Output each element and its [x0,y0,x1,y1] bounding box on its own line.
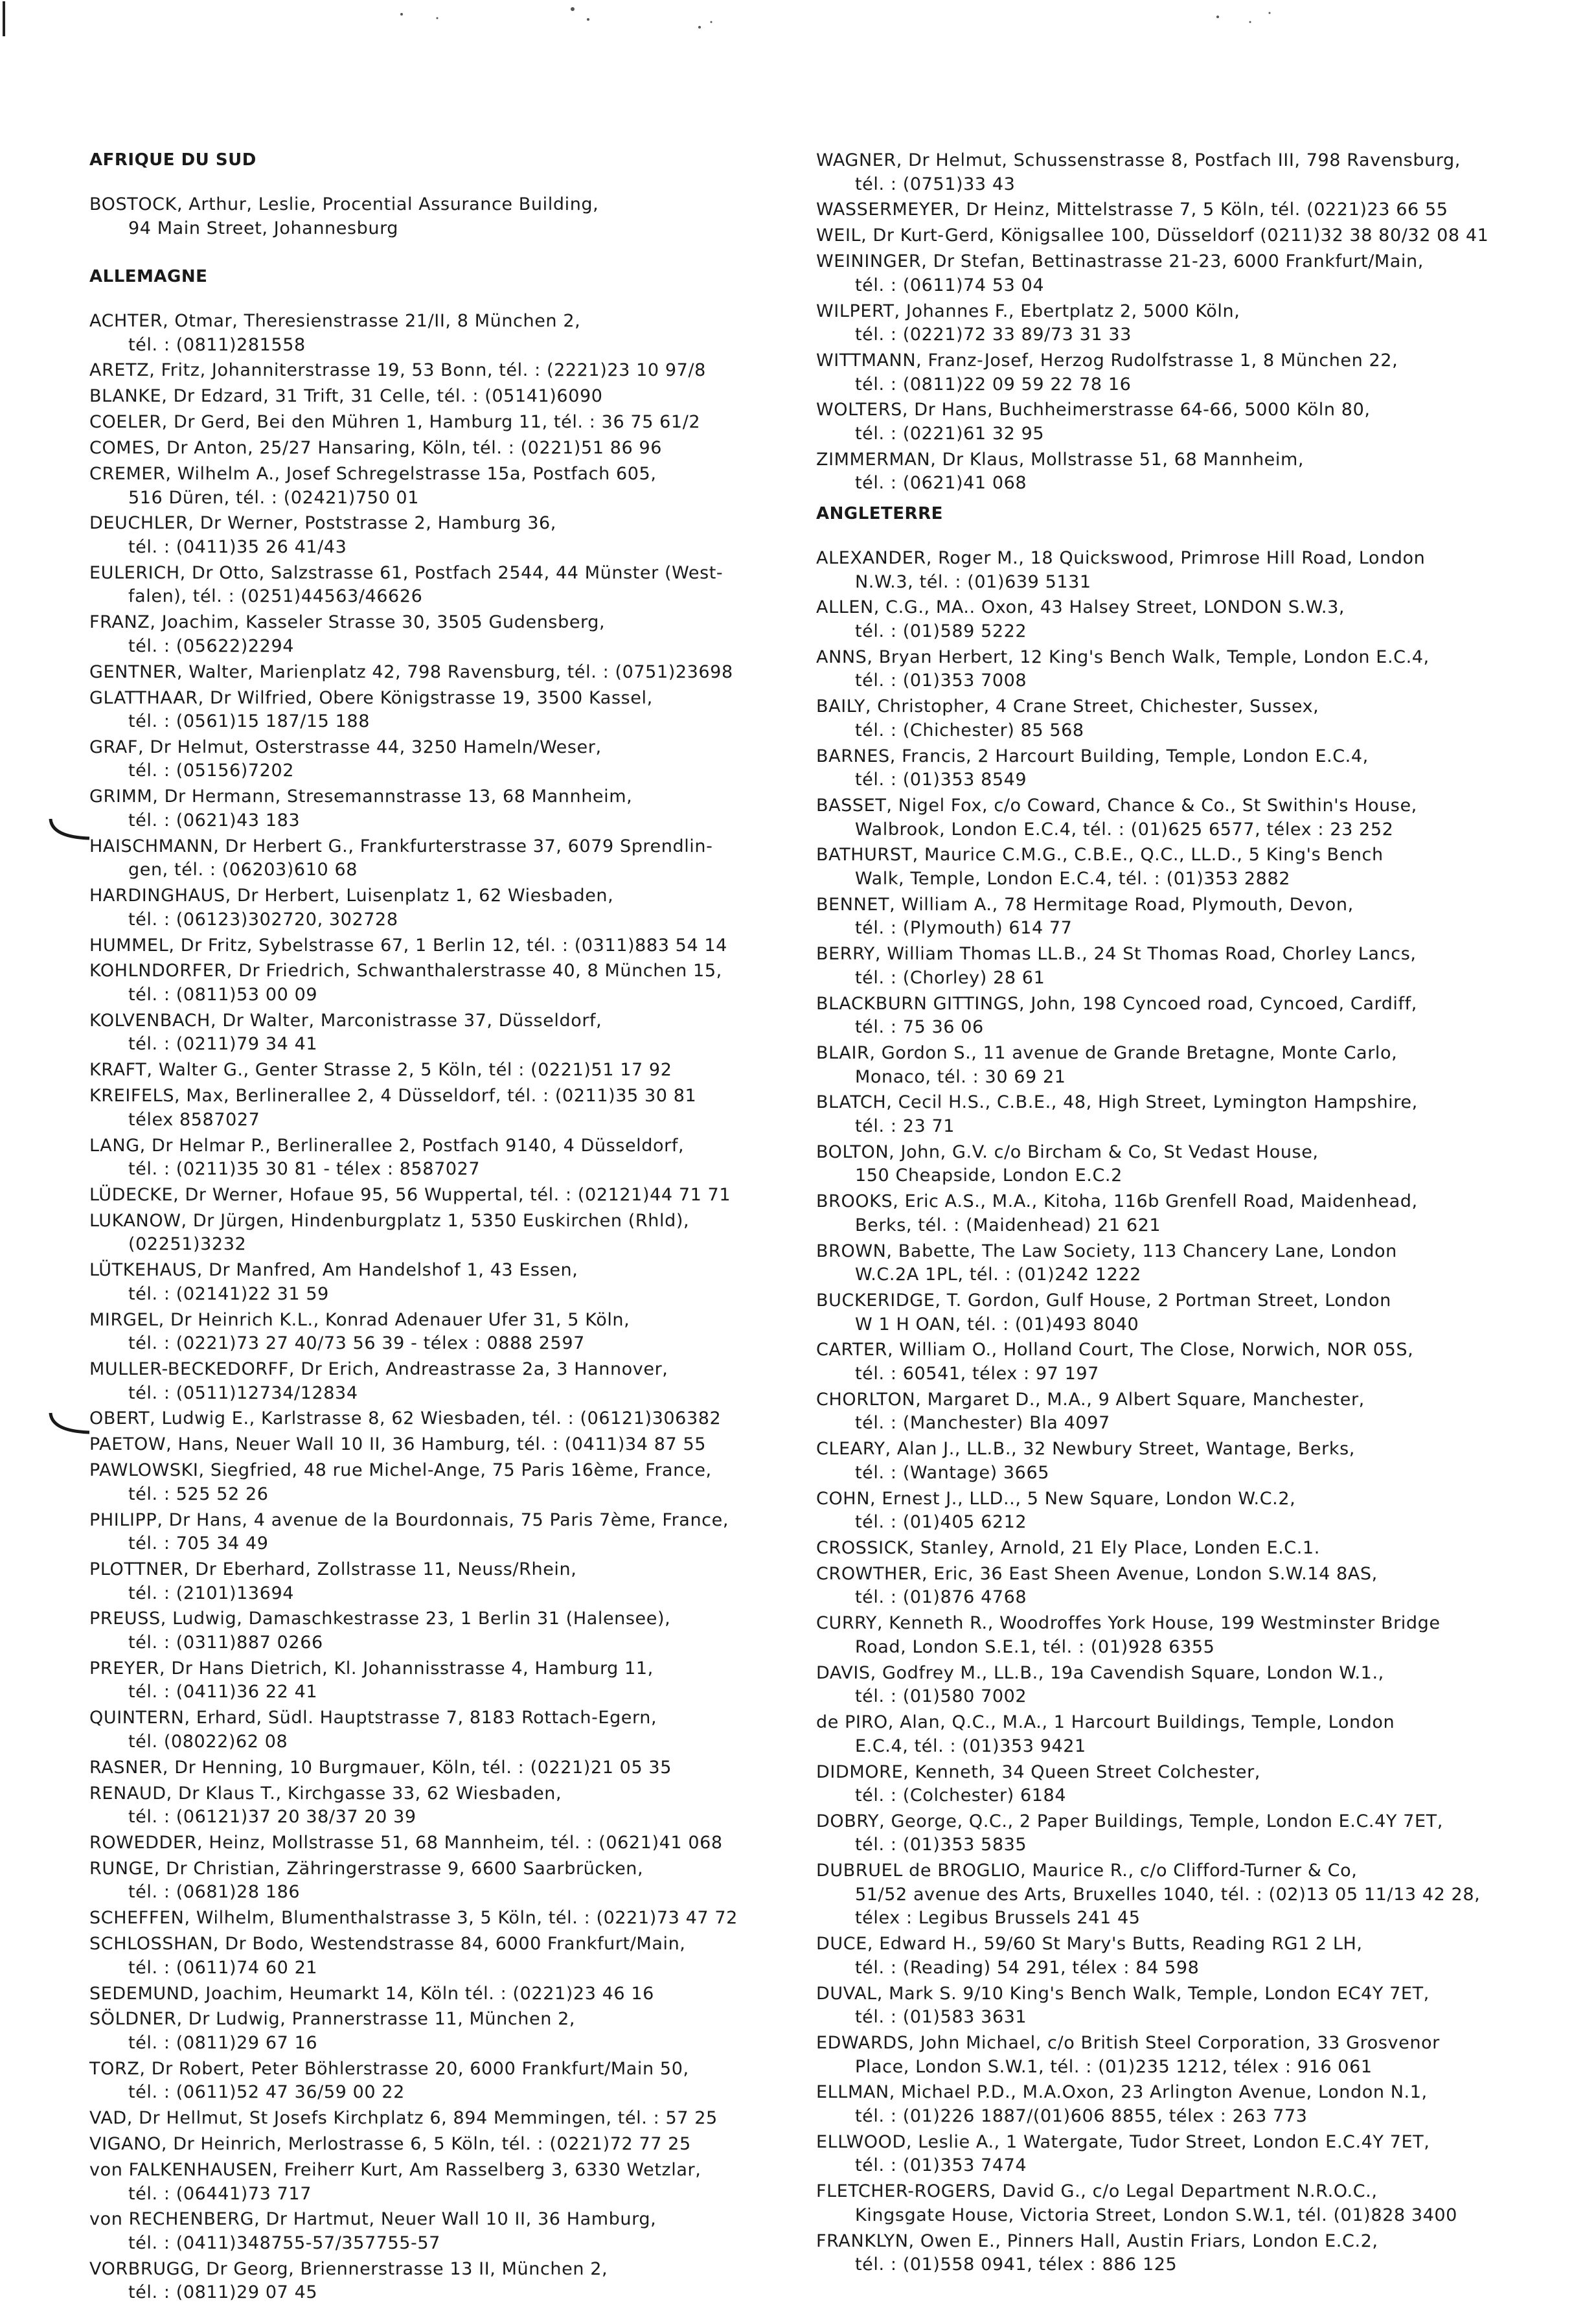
entry-continuation-line: 51/52 avenue des Arts, Bruxelles 1040, tél. : (02)13 05 11/13 42 28, [855,1884,1481,1905]
entry-name-line: ELLWOOD, Leslie A., 1 Watergate, Tudor Street, London E.C.4Y 7ET, [816,2131,1430,2152]
entry-name-line: COELER, Dr Gerd, Bei den Mühren 1, Hamburg 11, tél. : 36 75 61/2 [89,412,701,433]
entry-name-line: KREIFELS, Max, Berlinerallee 2, 4 Düsseldorf, tél. : (0211)35 30 81 [89,1086,697,1107]
entry-continuation-line: tél. : (0411)35 26 41/43 [128,536,347,557]
directory-entry [816,2032,1520,2079]
entry-name-line: PHILIPP, Dr Hans, 4 avenue de la Bourdonnais, 75 Paris 7ème, France, [89,1509,729,1530]
directory-entry [816,745,1520,792]
entry-name-line: VIGANO, Dr Heinrich, Merlostrasse 6, 5 Köln, tél. : (0221)72 77 25 [89,2134,691,2155]
entry-continuation-line: tél. : (0681)28 186 [128,1882,301,1903]
directory-entry [89,359,789,383]
directory-entry [89,1782,789,1829]
directory-entry [816,646,1520,693]
entry-name-line: RASNER, Dr Henning, 10 Burgmauer, Köln, tél. : (0221)21 05 35 [89,1757,672,1778]
directory-entry [89,385,789,409]
entry-continuation-line: tél. : (0561)15 187/15 188 [128,711,370,731]
directory-entry [89,1558,789,1605]
entry-name-line: MULLER-BECKEDORFF, Dr Erich, Andreastrasse 2a, 3 Hannover, [89,1359,668,1379]
directory-entry [816,448,1520,496]
directory-entry [816,1289,1520,1336]
entry-name-line: SEDEMUND, Joachim, Heumarkt 14, Köln tél. : (0221)23 46 16 [89,1983,654,2004]
directory-entry [89,1407,789,1431]
directory-entry [816,1487,1520,1535]
directory-entry [816,794,1520,842]
directory-entry [816,1810,1520,1857]
directory-entry [89,1259,789,1306]
entry-continuation-line: Road, London S.E.1, tél. : (01)928 6355 [855,1636,1215,1657]
entry-name-line: ACHTER, Otmar, Theresienstrasse 21/II, 8 München 2, [89,311,581,331]
directory-entry [816,843,1520,891]
entry-continuation-line: tél. : (Wantage) 3665 [855,1462,1050,1483]
entry-continuation-line: Walbrook, London E.C.4, tél. : (01)625 6577, télex : 23 252 [855,819,1394,840]
directory-entry [816,1711,1520,1758]
entry-continuation-line: tél. : (0751)33 43 [855,174,1016,194]
directory-entry [816,1537,1520,1561]
directory-entry [816,1388,1520,1436]
entry-continuation-line: (02251)3232 [128,1234,247,1255]
entry-continuation-line: tél. : 525 52 26 [128,1484,269,1504]
entry-name-line: EDWARDS, John Michael, c/o British Steel Corporation, 33 Grosvenor [816,2033,1440,2053]
entry-continuation-line: tél. : (Reading) 54 291, télex : 84 598 [855,1957,1200,1978]
directory-entry [816,198,1520,222]
entry-name-line: BROOKS, Eric A.S., M.A., Kitoha, 116b Grenfell Road, Maidenhead, [816,1191,1418,1212]
directory-entry [816,224,1520,248]
entry-continuation-line: tél. : (0511)12734/12834 [128,1382,358,1403]
entry-name-line: SÖLDNER, Dr Ludwig, Prannerstrasse 11, München 2, [89,2009,576,2030]
directory-entry [89,1982,789,2006]
entry-name-line: ROWEDDER, Heinz, Mollstrasse 51, 68 Mannheim, tél. : (0621)41 068 [89,1832,723,1853]
entry-continuation-line: Walk, Temple, London E.C.4, tél. : (01)353 2882 [855,868,1291,889]
directory-entry [89,687,789,734]
entry-name-line: BOSTOCK, Arthur, Leslie, Procential Assurance Building, [89,194,599,214]
entry-name-line: BAILY, Christopher, 4 Crane Street, Chichester, Sussex, [816,696,1319,717]
entry-continuation-line: 150 Cheapside, London E.C.2 [855,1165,1123,1186]
entry-continuation-line: tél. : (06123)302720, 302728 [128,909,398,930]
entry-name-line: FLETCHER-ROGERS, David G., c/o Legal Department N.R.O.C., [816,2181,1378,2202]
entry-name-line: DUBRUEL de BROGLIO, Maurice R., c/o Clifford-Turner & Co, [816,1861,1358,1881]
entry-continuation-line: tél. : (01)589 5222 [855,621,1027,641]
entry-continuation-line: tél. : (01)226 1887/(01)606 8855, télex : 263 773 [855,2105,1308,2126]
entry-continuation-line: falen), tél. : (0251)44563/46626 [128,586,423,607]
directory-entry [816,1982,1520,2030]
entry-continuation-line: Place, London S.W.1, tél. : (01)235 1212, télex : 916 061 [855,2056,1373,2077]
directory-entry [89,1134,789,1182]
entry-continuation-line: télex : Legibus Brussels 241 45 [855,1908,1141,1929]
entry-name-line: ALLEN, C.G., MA.. Oxon, 43 Halsey Street, LONDON S.W.3, [816,597,1345,618]
directory-entry [816,398,1520,446]
entry-continuation-line: tél. : (0811)29 67 16 [128,2032,318,2053]
directory-entry [89,1009,789,1057]
entry-continuation-line: W 1 H OAN, tél. : (01)493 8040 [855,1314,1139,1335]
entry-name-line: DAVIS, Godfrey M., LL.B., 19a Cavendish Square, London W.1., [816,1662,1384,1683]
entry-name-line: CURRY, Kenneth R., Woodroffes York House, 199 Westminster Bridge [816,1613,1441,1634]
scan-noise-specks [389,5,1295,38]
directory-entry [89,736,789,783]
entry-name-line: BASSET, Nigel Fox, c/o Coward, Chance & Co., St Swithin's House, [816,796,1417,816]
entry-name-line: WOLTERS, Dr Hans, Buchheimerstrasse 64-66, 5000 Köln 80, [816,400,1371,420]
entry-name-line: VAD, Dr Hellmut, St Josefs Kirchplatz 6, 894 Memmingen, tél. : 57 25 [89,2108,718,2129]
entry-name-line: ZIMMERMAN, Dr Klaus, Mollstrasse 51, 68 Mannheim, [816,449,1305,470]
margin-tick-mark [45,815,97,847]
entry-name-line: ALEXANDER, Roger M., 18 Quickswood, Primrose Hill Road, London [816,548,1426,568]
entry-name-line: QUINTERN, Erhard, Südl. Hauptstrasse 7, 8183 Rottach-Egern, [89,1708,657,1728]
entry-continuation-line: tél. : (0411)36 22 41 [128,1682,318,1703]
directory-entry [89,1509,789,1556]
entry-continuation-line: tél. : (0221)73 27 40/73 56 39 - télex : 0888 2597 [128,1333,585,1354]
directory-entry [816,1042,1520,1089]
directory-entry [816,695,1520,742]
entry-name-line: COMES, Dr Anton, 25/27 Hansaring, Köln, tél. : (0221)51 86 96 [89,438,663,459]
entry-name-line: ARETZ, Fritz, Johanniterstrasse 19, 53 Bonn, tél. : (2221)23 10 97/8 [89,360,706,381]
entry-name-line: RUNGE, Dr Christian, Zähringerstrasse 9, 6600 Saarbrücken, [89,1858,644,1879]
entry-name-line: DUVAL, Mark S. 9/10 King's Bench Walk, Temple, London EC4Y 7ET, [816,1983,1430,2004]
directory-entry [89,463,789,510]
directory-entry [89,661,789,685]
entry-name-line: BARNES, Francis, 2 Harcourt Building, Temple, London E.C.4, [816,746,1369,766]
entry-name-line: von FALKENHAUSEN, Freiherr Kurt, Am Rasselberg 3, 6330 Wetzlar, [89,2160,701,2180]
entry-continuation-line: tél. : 23 71 [855,1116,955,1136]
directory-entry [816,1662,1520,1709]
entry-name-line: KOLVENBACH, Dr Walter, Marconistrasse 37, Düsseldorf, [89,1010,602,1031]
entry-name-line: de PIRO, Alan, Q.C., M.A., 1 Harcourt Buildings, Temple, London [816,1712,1395,1733]
entry-name-line: SCHEFFEN, Wilhelm, Blumenthalstrasse 3, 5 Köln, tél. : (0221)73 47 72 [89,1908,738,1929]
entry-name-line: FRANKLYN, Owen E., Pinners Hall, Austin Friars, London E.C.2, [816,2230,1378,2251]
entry-name-line: DOBRY, George, Q.C., 2 Paper Buildings, Temple, London E.C.4Y 7ET, [816,1811,1443,1831]
entry-continuation-line: tél. : (Chorley) 28 61 [855,967,1045,988]
directory-entry [89,1084,789,1132]
entry-continuation-line: tél. : (01)583 3631 [855,2007,1027,2028]
directory-entry [816,1438,1520,1485]
entry-name-line: BUCKERIDGE, T. Gordon, Gulf House, 2 Portman Street, London [816,1290,1391,1311]
entry-continuation-line: tél. : (Colchester) 6184 [855,1785,1067,1806]
entry-continuation-line: 516 Düren, tél. : (02421)750 01 [128,487,419,508]
entry-continuation-line: tél. : (0221)72 33 89/73 31 33 [855,325,1132,345]
entry-continuation-line: tél. : (0211)35 30 81 - télex : 8587027 [128,1159,481,1179]
entry-continuation-line: tél. : (01)558 0941, télex : 886 125 [855,2254,1178,2275]
directory-entry [89,2159,789,2206]
entry-continuation-line: tél. : (0221)61 32 95 [855,423,1045,444]
entry-name-line: ELLMAN, Michael P.D., M.A.Oxon, 23 Arlington Avenue, London N.1, [816,2082,1428,2103]
directory-entry [89,1857,789,1905]
entry-continuation-line: tél. : (01)405 6212 [855,1512,1027,1533]
entry-name-line: KOHLNDORFER, Dr Friedrich, Schwanthalerstrasse 40, 8 München 15, [89,961,722,981]
entry-name-line: PAWLOWSKI, Siegfried, 48 rue Michel-Ange, 75 Paris 16ème, France, [89,1460,712,1481]
entry-name-line: HAISCHMANN, Dr Herbert G., Frankfurterstrasse 37, 6079 Sprendlin- [89,836,713,856]
entry-continuation-line: tél. : (0211)79 34 41 [128,1034,318,1055]
entry-name-line: SCHLOSSHAN, Dr Bodo, Westendstrasse 84, 6000 Frankfurt/Main, [89,1934,686,1955]
section-heading: ANGLETERRE [816,504,943,523]
section-heading: ALLEMAGNE [89,267,208,286]
entry-name-line: COHN, Ernest J., LLD.., 5 New Square, London W.C.2, [816,1488,1296,1509]
scan-edge-mark [0,0,8,39]
entry-continuation-line: Monaco, tél. : 30 69 21 [855,1066,1066,1087]
entry-name-line: BLANKE, Dr Edzard, 31 Trift, 31 Celle, tél. : (05141)6090 [89,386,603,407]
directory-entry [816,149,1520,196]
directory-entry [89,1184,789,1208]
entry-continuation-line: tél. : (01)353 7008 [855,671,1027,691]
directory-entry [816,2180,1520,2227]
directory-entry [89,1210,789,1257]
directory-entry [89,1059,789,1083]
entry-name-line: MIRGEL, Dr Heinrich K.L., Konrad Adenauer Ufer 31, 5 Köln, [89,1309,630,1330]
directory-entry [89,562,789,609]
directory-entry [816,1761,1520,1808]
directory-entry [816,1141,1520,1188]
entry-name-line: BENNET, William A., 78 Hermitage Road, Plymouth, Devon, [816,894,1354,915]
directory-entry [89,1358,789,1405]
directory-entry [89,193,789,240]
entry-continuation-line: tél. : (06441)73 717 [128,2183,312,2204]
entry-continuation-line: tél. : (01)353 5835 [855,1835,1027,1855]
entry-name-line: BLATCH, Cecil H.S., C.B.E., 48, High Street, Lymington Hampshire, [816,1092,1418,1113]
directory-entry [89,512,789,559]
directory-entry [89,934,789,958]
directory-entry [89,785,789,832]
directory-entry [816,1091,1520,1138]
directory-entry [89,2208,789,2255]
directory-entry [816,1563,1520,1610]
directory-entry [816,300,1520,347]
entry-continuation-line: tél. : (0811)281558 [128,334,306,355]
entry-name-line: PREUSS, Ludwig, Damaschkestrasse 23, 1 Berlin 31 (Halensee), [89,1609,671,1629]
entry-continuation-line: tél. : (0621)43 183 [128,810,301,831]
directory-entry [816,2131,1520,2178]
entry-continuation-line: tél. : (0621)41 068 [855,473,1027,494]
entry-name-line: TORZ, Dr Robert, Peter Böhlerstrasse 20, 6000 Frankfurt/Main 50, [89,2058,689,2079]
entry-continuation-line: tél. : (0611)52 47 36/59 00 22 [128,2082,405,2103]
entry-name-line: GENTNER, Walter, Marienplatz 42, 798 Ravensburg, tél. : (0751)23698 [89,661,733,682]
entry-name-line: LÜTKEHAUS, Dr Manfred, Am Handelshof 1, 43 Essen, [89,1260,578,1281]
entry-continuation-line: tél. : (05156)7202 [128,761,295,781]
directory-entry [89,835,789,882]
entry-continuation-line: tél. : 75 36 06 [855,1017,984,1038]
entry-name-line: OBERT, Ludwig E., Karlstrasse 8, 62 Wiesbaden, tél. : (06121)306382 [89,1408,722,1429]
directory-entry [89,2258,789,2305]
directory-entry [89,959,789,1007]
entry-name-line: DEUCHLER, Dr Werner, Poststrasse 2, Hamburg 36, [89,513,556,534]
entry-continuation-line: tél. : (0811)22 09 59 22 78 16 [855,374,1132,395]
directory-entry [816,1612,1520,1659]
entry-name-line: DIDMORE, Kenneth, 34 Queen Street Colchester, [816,1761,1260,1782]
entry-name-line: von RECHENBERG, Dr Hartmut, Neuer Wall 10 II, 36 Hamburg, [89,2209,657,2230]
entry-name-line: CLEARY, Alan J., LL.B., 32 Newbury Street, Wantage, Berks, [816,1439,1355,1460]
entry-continuation-line: tél. : (06121)37 20 38/37 20 39 [128,1807,416,1827]
entry-continuation-line: tél. : (Plymouth) 614 77 [855,918,1073,939]
entry-name-line: GLATTHAAR, Dr Wilfried, Obere Königstrasse 19, 3500 Kassel, [89,687,653,708]
directory-entry [89,1607,789,1655]
entry-continuation-line: tél. : (01)353 8549 [855,770,1027,790]
entry-name-line: BATHURST, Maurice C.M.G., C.B.E., Q.C., LL.D., 5 King's Bench [816,845,1384,866]
entry-continuation-line: tél. : (0611)74 60 21 [128,1957,318,1978]
entry-continuation-line: tél. : (0411)348755-57/357755-57 [128,2232,440,2253]
directory-entry [89,1907,789,1931]
entry-name-line: WASSERMEYER, Dr Heinz, Mittelstrasse 7, 5 Köln, tél. (0221)23 66 55 [816,200,1448,220]
entry-continuation-line: gen, tél. : (06203)610 68 [128,860,358,880]
entry-name-line: ANNS, Bryan Herbert, 12 King's Bench Walk, Temple, London E.C.4, [816,647,1430,667]
directory-entry [89,1309,789,1356]
entry-name-line: KRAFT, Walter G., Genter Strasse 2, 5 Köln, tél : (0221)51 17 92 [89,1060,672,1081]
entry-name-line: EULERICH, Dr Otto, Salzstrasse 61, Postfach 2544, 44 Münster (West- [89,562,724,583]
entry-continuation-line: tél. : (2101)13694 [128,1583,295,1603]
directory-entry [816,992,1520,1040]
directory-entry [89,2107,789,2131]
entry-continuation-line: tél. : (02141)22 31 59 [128,1283,329,1304]
directory-entry [816,2081,1520,2128]
entry-continuation-line: N.W.3, tél. : (01)639 5131 [855,571,1091,592]
directory-entry [89,1433,789,1457]
entry-continuation-line: tél. : 705 34 49 [128,1533,269,1554]
directory-entry [816,1859,1520,1931]
directory-entry [816,349,1520,396]
directory-entry [816,596,1520,643]
section-heading: AFRIQUE DU SUD [89,150,256,170]
entry-name-line: PREYER, Dr Hans Dietrich, Kl. Johannisstrasse 4, Hamburg 11, [89,1658,654,1679]
entry-name-line: BLAIR, Gordon S., 11 avenue de Grande Bretagne, Monte Carlo, [816,1043,1398,1063]
entry-name-line: RENAUD, Dr Klaus T., Kirchgasse 33, 62 Wiesbaden, [89,1783,562,1804]
directory-entry [89,1657,789,1704]
directory-entry [816,893,1520,941]
directory-entry [89,310,789,357]
entry-name-line: BERRY, William Thomas LL.B., 24 St Thomas Road, Chorley Lancs, [816,944,1417,965]
entry-name-line: WEININGER, Dr Stefan, Bettinastrasse 21-23, 6000 Frankfurt/Main, [816,251,1424,272]
entry-name-line: CARTER, William O., Holland Court, The Close, Norwich, NOR 05S, [816,1340,1414,1360]
entry-continuation-line: tél. : (0311)887 0266 [128,1632,323,1653]
entry-name-line: WILPERT, Johannes F., Ebertplatz 2, 5000 Köln, [816,301,1240,321]
entry-name-line: LANG, Dr Helmar P., Berlinerallee 2, Postfach 9140, 4 Düsseldorf, [89,1135,685,1156]
directory-entry [89,611,789,658]
entry-name-line: BROWN, Babette, The Law Society, 113 Chancery Lane, London [816,1241,1397,1261]
directory-entry [89,2008,789,2055]
directory-entry [816,1338,1520,1386]
entry-continuation-line: tél. : (01)353 7474 [855,2155,1027,2176]
entry-name-line: BLACKBURN GITTINGS, John, 198 Cyncoed road, Cyncoed, Cardiff, [816,993,1417,1014]
directory-entry [89,884,789,932]
entry-continuation-line: E.C.4, tél. : (01)353 9421 [855,1736,1086,1756]
directory-entry [89,2058,789,2105]
directory-entry [816,250,1520,297]
entry-name-line: VORBRUGG, Dr Georg, Briennerstrasse 13 II, München 2, [89,2258,608,2279]
directory-entry [89,411,789,435]
directory-entry [89,1706,789,1754]
entry-name-line: PAETOW, Hans, Neuer Wall 10 II, 36 Hamburg, tél. : (0411)34 87 55 [89,1434,707,1455]
entry-name-line: CHORLTON, Margaret D., M.A., 9 Albert Square, Manchester, [816,1389,1365,1410]
entry-name-line: HARDINGHAUS, Dr Herbert, Luisenplatz 1, 62 Wiesbaden, [89,886,614,906]
directory-entry [89,437,789,461]
directory-entry [89,1756,789,1780]
entry-name-line: LUKANOW, Dr Jürgen, Hindenburgplatz 1, 5350 Euskirchen (Rhld), [89,1210,690,1231]
entry-name-line: CROWTHER, Eric, 36 East Sheen Avenue, London S.W.14 8AS, [816,1563,1378,1584]
entry-name-line: CREMER, Wilhelm A., Josef Schregelstrasse 15a, Postfach 605, [89,464,657,484]
entry-name-line: WITTMANN, Franz-Josef, Herzog Rudolfstrasse 1, 8 München 22, [816,350,1398,371]
entry-continuation-line: tél. : (05622)2294 [128,636,295,656]
entry-name-line: WEIL, Dr Kurt-Gerd, Königsallee 100, Düsseldorf (0211)32 38 80/32 08 41 [816,225,1489,246]
entry-name-line: CROSSICK, Stanley, Arnold, 21 Ely Place, Londen E.C.1. [816,1538,1320,1558]
directory-entry [816,547,1520,594]
entry-name-line: DUCE, Edward H., 59/60 St Mary's Butts, Reading RG1 2 LH, [816,1934,1363,1955]
entry-continuation-line: Berks, tél. : (Maidenhead) 21 621 [855,1215,1161,1235]
entry-continuation-line: tél. : (0811)29 07 45 [128,2282,318,2303]
directory-entry [816,943,1520,990]
entry-name-line: GRIMM, Dr Hermann, Stresemannstrasse 13, 68 Mannheim, [89,786,633,807]
directory-entry [816,1240,1520,1287]
entry-name-line: PLOTTNER, Dr Eberhard, Zollstrasse 11, Neuss/Rhein, [89,1559,577,1579]
entry-name-line: HUMMEL, Dr Fritz, Sybelstrasse 67, 1 Berlin 12, tél. : (0311)883 54 14 [89,935,727,956]
directory-entry [816,1932,1520,1980]
entry-continuation-line: tél. : (01)876 4768 [855,1587,1027,1608]
entry-name-line: LÜDECKE, Dr Werner, Hofaue 95, 56 Wuppertal, tél. : (02121)44 71 71 [89,1184,731,1205]
entry-name-line: WAGNER, Dr Helmut, Schussenstrasse 8, Postfach III, 798 Ravensburg, [816,150,1461,170]
entry-continuation-line: télex 8587027 [128,1109,260,1130]
entry-continuation-line: Kingsgate House, Victoria Street, London S.W.1, tél. (01)828 3400 [855,2205,1457,2225]
entry-continuation-line: tél. : (Chichester) 85 568 [855,720,1084,740]
entry-continuation-line: tél. : 60541, télex : 97 197 [855,1363,1099,1384]
directory-entry [89,1932,789,1980]
entry-continuation-line: tél. (08022)62 08 [128,1731,288,1752]
directory-entry [89,1459,789,1506]
entry-continuation-line: tél. : (0611)74 53 04 [855,275,1045,295]
entry-name-line: FRANZ, Joachim, Kasseler Strasse 30, 3505 Gudensberg, [89,612,606,633]
entry-continuation-line: tél. : (01)580 7002 [855,1686,1027,1707]
margin-tick-mark [45,1409,97,1441]
entry-name-line: BOLTON, John, G.V. c/o Bircham & Co, St Vedast House, [816,1141,1319,1162]
directory-entry [89,2133,789,2157]
directory-entry [89,1831,789,1855]
entry-continuation-line: tél. : (Manchester) Bla 4097 [855,1413,1110,1434]
entry-continuation-line: tél. : (0811)53 00 09 [128,984,318,1005]
entry-continuation-line: 94 Main Street, Johannesburg [128,218,399,238]
entry-continuation-line: W.C.2A 1PL, tél. : (01)242 1222 [855,1265,1141,1285]
directory-entry [816,1190,1520,1237]
entry-name-line: GRAF, Dr Helmut, Osterstrasse 44, 3250 Hameln/Weser, [89,737,602,757]
